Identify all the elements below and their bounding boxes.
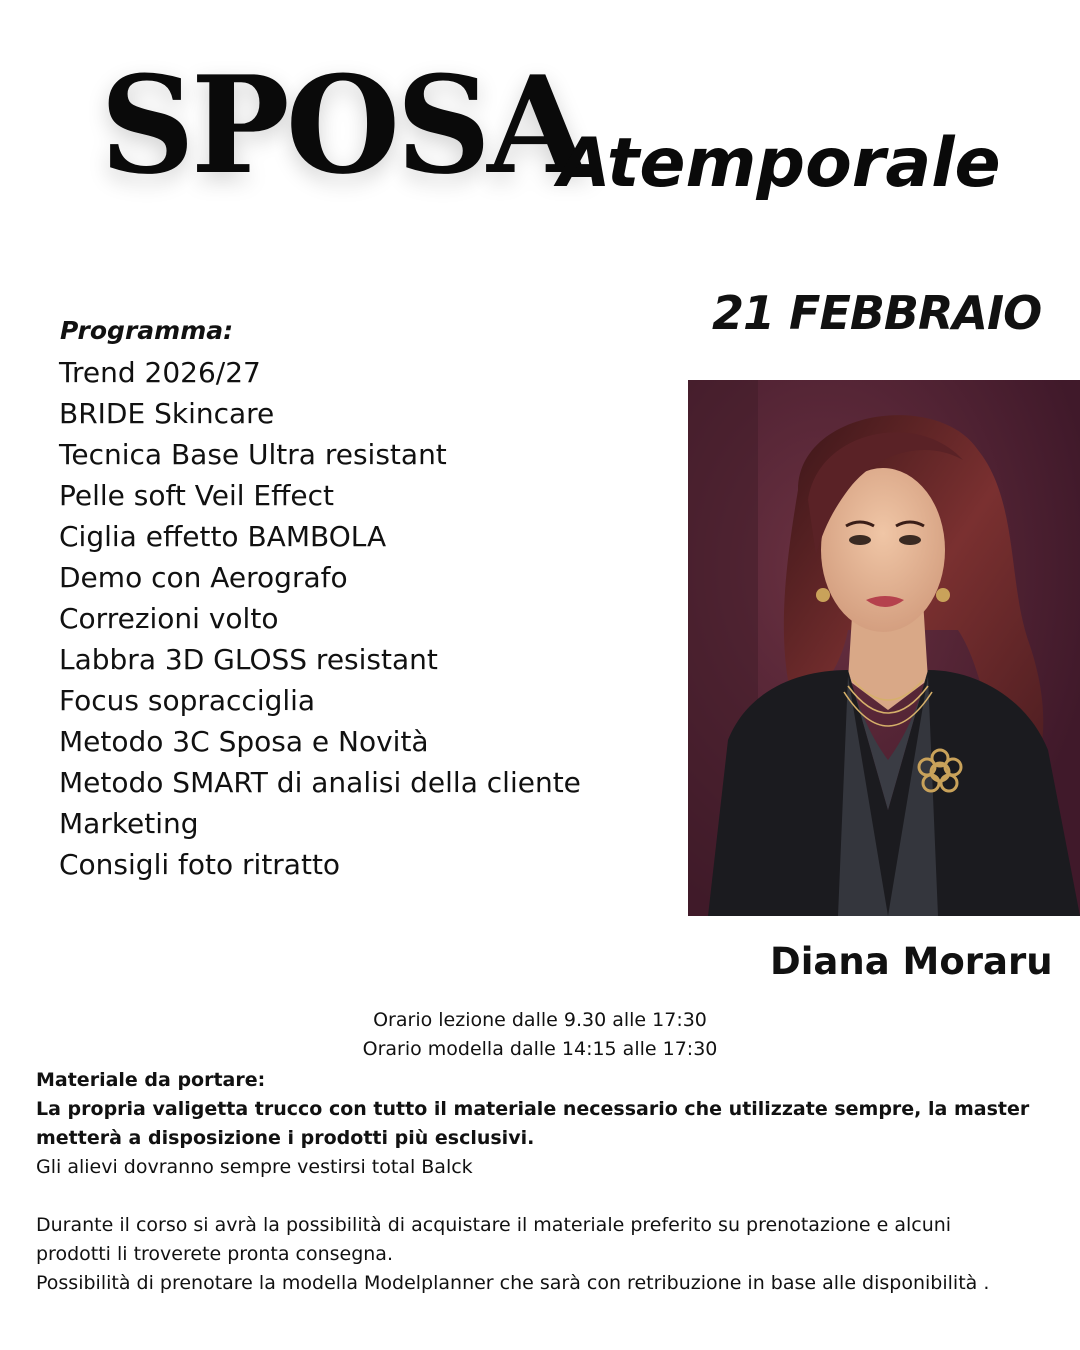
notes-line: Durante il corso si avrà la possibilità di acquistare il materiale preferito su prenotazione e alcuni (36, 1214, 952, 1236)
title-atemporale: Atemporale (558, 124, 1001, 203)
schedule-info (0, 1006, 1080, 1064)
program-item: Trend 2026/27 (59, 356, 261, 389)
program-item: Correzioni volto (59, 602, 279, 635)
instructor-portrait (688, 380, 1080, 916)
program-item: Marketing (59, 807, 199, 840)
program-heading: Programma: (60, 316, 234, 345)
instructor-name: Diana Moraru (770, 940, 1053, 983)
program-item: Focus sopracciglia (59, 684, 316, 717)
spacer (36, 1182, 1046, 1211)
program-list (59, 352, 581, 885)
details-section (36, 1066, 1046, 1298)
materials-line: metterà a disposizione i prodotti più esclusivi. (36, 1127, 535, 1149)
dress-code: Gli alievi dovranno sempre vestirsi total Balck (36, 1156, 473, 1178)
program-item: Metodo 3C Sposa e Novità (59, 725, 429, 758)
program-item: Demo con Aerografo (59, 561, 348, 594)
program-item: Consigli foto ritratto (59, 848, 341, 881)
program-item: Labbra 3D GLOSS resistant (59, 643, 438, 676)
materials-line: La propria valigetta trucco con tutto il materiale necessario che utilizzate sempre, la master (36, 1098, 1030, 1120)
program-item: Ciglia effetto BAMBOLA (59, 520, 387, 553)
notes-line: Possibilità di prenotare la modella Modelplanner che sarà con retribuzione in base alle disponibilità . (36, 1272, 990, 1294)
program-item: Tecnica Base Ultra resistant (59, 438, 447, 471)
model-hours: Orario modella dalle 14:15 alle 17:30 (362, 1038, 718, 1060)
program-item: Metodo SMART di analisi della cliente (59, 766, 581, 799)
materials-heading: Materiale da portare: (36, 1069, 266, 1091)
program-item: BRIDE Skincare (59, 397, 275, 430)
title-sposa: SPOSA (100, 46, 586, 204)
event-date: 21 FEBBRAIO (712, 286, 1042, 340)
lesson-hours: Orario lezione dalle 9.30 alle 17:30 (373, 1009, 707, 1031)
notes-line: prodotti li troverete pronta consegna. (36, 1243, 393, 1265)
program-item: Pelle soft Veil Effect (59, 479, 335, 512)
